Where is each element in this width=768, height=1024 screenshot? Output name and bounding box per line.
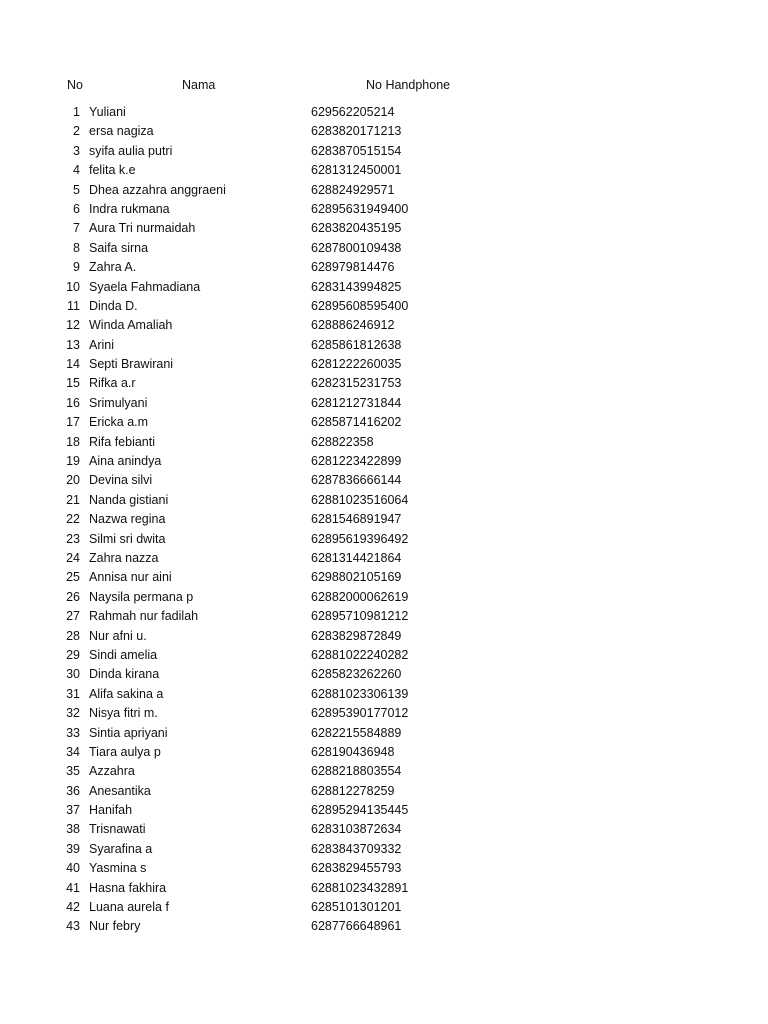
row-name: Yasmina s bbox=[89, 861, 147, 876]
table-row bbox=[0, 278, 768, 297]
row-number: 10 bbox=[66, 279, 80, 294]
row-name: Anesantika bbox=[89, 783, 151, 798]
row-phone-number: 628822358 bbox=[311, 434, 374, 449]
table-row bbox=[0, 762, 768, 781]
row-number: 42 bbox=[66, 900, 80, 915]
row-number: 7 bbox=[73, 221, 80, 236]
row-number: 18 bbox=[66, 434, 80, 449]
row-number: 14 bbox=[66, 357, 80, 372]
row-phone-number: 6287836666144 bbox=[311, 473, 402, 488]
row-number: 15 bbox=[66, 376, 80, 391]
row-phone-number: 628979814476 bbox=[311, 260, 395, 275]
row-name: Winda Amaliah bbox=[89, 318, 173, 333]
table-row bbox=[0, 646, 768, 665]
row-phone-number: 6283143994825 bbox=[311, 279, 402, 294]
row-number: 37 bbox=[66, 803, 80, 818]
row-name: Syaela Fahmadiana bbox=[89, 279, 201, 294]
row-name: Saifa sirna bbox=[89, 240, 149, 255]
row-name: Tiara aulya p bbox=[89, 744, 161, 759]
row-number: 39 bbox=[66, 841, 80, 856]
row-name: Trisnawati bbox=[89, 822, 146, 837]
table-row bbox=[0, 588, 768, 607]
row-number: 29 bbox=[66, 647, 80, 662]
row-phone-number: 62895619396492 bbox=[311, 531, 409, 546]
row-name: Hasna fakhira bbox=[89, 880, 167, 895]
table-row bbox=[0, 374, 768, 393]
row-number: 25 bbox=[66, 570, 80, 585]
row-phone-number: 62882000062619 bbox=[311, 589, 409, 604]
row-phone-number: 6283820171213 bbox=[311, 124, 402, 139]
row-phone-number: 62895608595400 bbox=[311, 298, 409, 313]
row-phone-number: 6285861812638 bbox=[311, 337, 402, 352]
table-row bbox=[0, 898, 768, 917]
row-number: 21 bbox=[66, 492, 80, 507]
table-row bbox=[0, 200, 768, 219]
row-name: Rifa febianti bbox=[89, 434, 156, 449]
row-name: Nur febry bbox=[89, 919, 141, 934]
table-row bbox=[0, 316, 768, 335]
row-name: Hanifah bbox=[89, 803, 133, 818]
row-phone-number: 628886246912 bbox=[311, 318, 395, 333]
table-row bbox=[0, 704, 768, 723]
table-row bbox=[0, 530, 768, 549]
row-number: 24 bbox=[66, 550, 80, 565]
row-number: 31 bbox=[66, 686, 80, 701]
table-row bbox=[0, 297, 768, 316]
row-name: Nur afni u. bbox=[89, 628, 147, 643]
row-phone-number: 6285871416202 bbox=[311, 415, 402, 430]
table-row bbox=[0, 471, 768, 490]
table-row bbox=[0, 627, 768, 646]
table-row bbox=[0, 219, 768, 238]
table-row bbox=[0, 743, 768, 762]
row-name: Naysila permana p bbox=[89, 589, 194, 604]
table-row bbox=[0, 607, 768, 626]
row-name: Rifka a.r bbox=[89, 376, 136, 391]
row-name: Nazwa regina bbox=[89, 512, 166, 527]
row-phone-number: 6287766648961 bbox=[311, 919, 402, 934]
table-row bbox=[0, 258, 768, 277]
row-name: Rahmah nur fadilah bbox=[89, 609, 199, 624]
row-number: 26 bbox=[66, 589, 80, 604]
row-phone-number: 6298802105169 bbox=[311, 570, 402, 585]
row-phone-number: 62881022240282 bbox=[311, 647, 409, 662]
row-phone-number: 6288218803554 bbox=[311, 764, 402, 779]
row-name: Srimulyani bbox=[89, 395, 148, 410]
table-row bbox=[0, 685, 768, 704]
row-number: 32 bbox=[66, 706, 80, 721]
row-phone-number: 62895710981212 bbox=[311, 609, 409, 624]
row-phone-number: 6283820435195 bbox=[311, 221, 402, 236]
row-phone-number: 62881023306139 bbox=[311, 686, 409, 701]
table-row bbox=[0, 433, 768, 452]
row-name: Annisa nur aini bbox=[89, 570, 172, 585]
row-name: Sintia apriyani bbox=[89, 725, 168, 740]
table-row bbox=[0, 122, 768, 141]
column-header-nama: Nama bbox=[182, 78, 216, 92]
row-phone-number: 6283829455793 bbox=[311, 861, 402, 876]
row-number: 11 bbox=[67, 298, 80, 313]
row-name: Yuliani bbox=[89, 105, 126, 119]
column-header-no: No bbox=[67, 78, 83, 92]
table-row bbox=[0, 142, 768, 161]
row-number: 40 bbox=[66, 861, 80, 876]
row-number: 1 bbox=[73, 105, 80, 119]
row-phone-number: 6281222260035 bbox=[311, 357, 402, 372]
row-number: 12 bbox=[66, 318, 80, 333]
row-phone-number: 6283843709332 bbox=[311, 841, 402, 856]
row-name: Nanda gistiani bbox=[89, 492, 169, 507]
row-number: 17 bbox=[66, 415, 80, 430]
row-phone-number: 62895631949400 bbox=[311, 201, 409, 216]
row-number: 9 bbox=[73, 260, 80, 275]
table-row bbox=[0, 840, 768, 859]
row-name: Silmi sri dwita bbox=[89, 531, 166, 546]
row-name: Aura Tri nurmaidah bbox=[89, 221, 196, 236]
row-number: 41 bbox=[66, 880, 80, 895]
table-row bbox=[0, 549, 768, 568]
row-name: Alifa sakina a bbox=[89, 686, 164, 701]
table-row bbox=[0, 181, 768, 200]
table-row bbox=[0, 239, 768, 258]
row-number: 33 bbox=[66, 725, 80, 740]
row-number: 19 bbox=[66, 454, 80, 469]
row-name: Dhea azzahra anggraeni bbox=[89, 182, 226, 197]
row-name: Sindi amelia bbox=[89, 647, 158, 662]
table-row bbox=[0, 782, 768, 801]
table-row bbox=[0, 413, 768, 432]
row-name: Syarafina a bbox=[89, 841, 153, 856]
table-row bbox=[0, 820, 768, 839]
row-number: 8 bbox=[73, 240, 80, 255]
row-number: 36 bbox=[66, 783, 80, 798]
row-number: 35 bbox=[66, 764, 80, 779]
row-phone-number: 6281312450001 bbox=[311, 163, 402, 178]
row-number: 22 bbox=[66, 512, 80, 527]
row-phone-number: 6287800109438 bbox=[311, 240, 402, 255]
row-phone-number: 6281546891947 bbox=[311, 512, 402, 527]
row-phone-number: 629562205214 bbox=[311, 105, 395, 119]
row-name: Devina silvi bbox=[89, 473, 153, 488]
row-name: Nisya fitri m. bbox=[89, 706, 158, 721]
table-row bbox=[0, 510, 768, 529]
row-phone-number: 62881023432891 bbox=[311, 880, 409, 895]
row-name: Indra rukmana bbox=[89, 201, 170, 216]
row-phone-number: 628190436948 bbox=[311, 744, 395, 759]
table-row bbox=[0, 879, 768, 898]
row-number: 34 bbox=[66, 744, 80, 759]
row-name: Septi Brawirani bbox=[89, 357, 174, 372]
row-number: 23 bbox=[66, 531, 80, 546]
table-row bbox=[0, 452, 768, 471]
row-phone-number: 6283870515154 bbox=[311, 143, 402, 158]
row-phone-number: 6281314421864 bbox=[311, 550, 402, 565]
row-name: Azzahra bbox=[89, 764, 135, 779]
row-number: 5 bbox=[73, 182, 80, 197]
table-row bbox=[0, 665, 768, 684]
row-name: Zahra A. bbox=[89, 260, 137, 275]
row-phone-number: 62895390177012 bbox=[311, 706, 409, 721]
row-number: 27 bbox=[66, 609, 80, 624]
row-number: 2 bbox=[73, 124, 80, 139]
table-row bbox=[0, 491, 768, 510]
row-phone-number: 6281212731844 bbox=[311, 395, 402, 410]
row-number: 30 bbox=[66, 667, 80, 682]
row-number: 3 bbox=[73, 143, 80, 158]
row-name: Arini bbox=[89, 337, 115, 352]
row-number: 13 bbox=[66, 337, 80, 352]
row-number: 4 bbox=[73, 163, 80, 178]
row-phone-number: 6283103872634 bbox=[311, 822, 402, 837]
row-number: 20 bbox=[66, 473, 80, 488]
row-phone-number: 628824929571 bbox=[311, 182, 395, 197]
table-row bbox=[0, 161, 768, 180]
table-row bbox=[0, 917, 768, 936]
row-phone-number: 6281223422899 bbox=[311, 454, 402, 469]
row-phone-number: 628812278259 bbox=[311, 783, 395, 798]
row-name: ersa nagiza bbox=[89, 124, 154, 139]
table-row bbox=[0, 568, 768, 587]
table-row bbox=[0, 724, 768, 743]
row-name: felita k.e bbox=[89, 163, 136, 178]
column-header-handphone: No Handphone bbox=[366, 78, 451, 92]
table-row bbox=[0, 801, 768, 820]
contact-table-body bbox=[0, 103, 768, 937]
row-name: Luana aurela f bbox=[89, 900, 169, 915]
table-row bbox=[0, 394, 768, 413]
row-number: 28 bbox=[66, 628, 80, 643]
row-phone-number: 62895294135445 bbox=[311, 803, 409, 818]
row-phone-number: 62881023516064 bbox=[311, 492, 409, 507]
row-phone-number: 6282315231753 bbox=[311, 376, 402, 391]
row-number: 16 bbox=[66, 395, 80, 410]
row-number: 6 bbox=[73, 201, 80, 216]
table-row bbox=[0, 859, 768, 878]
table-row bbox=[0, 103, 768, 122]
row-name: Dinda D. bbox=[89, 298, 138, 313]
row-phone-number: 6283829872849 bbox=[311, 628, 402, 643]
row-number: 38 bbox=[66, 822, 80, 837]
table-row bbox=[0, 336, 768, 355]
row-name: Ericka a.m bbox=[89, 415, 149, 430]
row-name: syifa aulia putri bbox=[89, 143, 173, 158]
table-row bbox=[0, 355, 768, 374]
row-number: 43 bbox=[66, 919, 80, 934]
row-phone-number: 6282215584889 bbox=[311, 725, 402, 740]
row-name: Dinda kirana bbox=[89, 667, 160, 682]
row-name: Zahra nazza bbox=[89, 550, 159, 565]
row-phone-number: 6285823262260 bbox=[311, 667, 402, 682]
row-name: Aina anindya bbox=[89, 454, 162, 469]
row-phone-number: 6285101301201 bbox=[311, 900, 402, 915]
